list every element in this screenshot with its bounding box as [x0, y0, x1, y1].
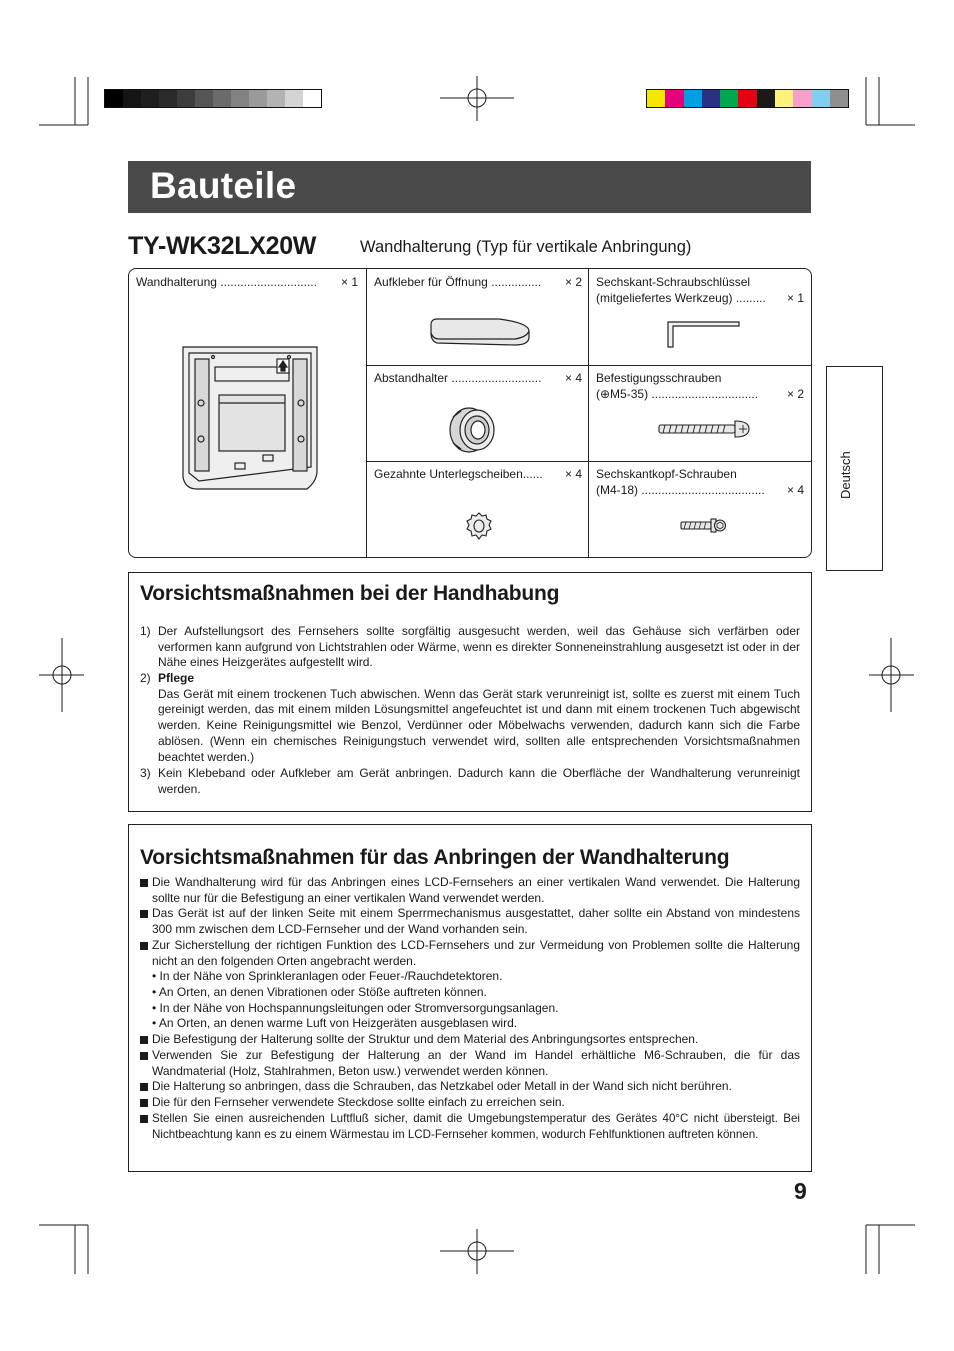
gray-swatch — [285, 90, 303, 107]
model-subtitle: Wandhalterung (Typ für vertikale Anbringung) — [360, 238, 692, 256]
item-title: Pflege — [158, 671, 195, 685]
gray-swatch — [123, 90, 141, 107]
color-swatch — [830, 90, 848, 107]
leader-dots: ............... — [487, 275, 542, 289]
gray-swatch — [231, 90, 249, 107]
gray-swatch — [267, 90, 285, 107]
mounting-heading: Vorsichtsmaßnahmen für das Anbringen der Wandhalterung — [140, 846, 730, 869]
item-text: Der Aufstellungsort des Fernsehers sollte sorgfältig ausgesucht werden, weil das Gehäuse sich verfärben oder verformen kann aufgrund von Lichtstrahlen oder Wärme, wenn es direkter Sonneneinstrahlung ausgesetzt ist oder in der Nähe eines Heizgerätes aufgestellt wird. — [158, 624, 800, 670]
mounting-precautions-box — [128, 824, 812, 1172]
part-name: Aufkleber für Öffnung — [374, 275, 488, 289]
handling-item-2 — [140, 671, 800, 765]
part-fixing-screws — [596, 370, 804, 402]
part-hex-bolts — [596, 466, 804, 498]
part-washers — [374, 466, 582, 482]
bullet-square-icon — [140, 942, 148, 950]
bullet-square-icon — [140, 1099, 148, 1107]
page-number: 9 — [794, 1178, 807, 1204]
mounting-item-4: Die Befestigung der Halterung sollte der Struktur und dem Material des Anbringungsortes entsprechen. — [152, 1032, 699, 1046]
part-name: Gezahnte Unterlegscheiben — [374, 467, 523, 481]
bullet-square-icon — [140, 1115, 148, 1123]
color-swatch — [775, 90, 793, 107]
part-sticker — [374, 274, 582, 290]
gray-swatch — [105, 90, 123, 107]
title-bar — [128, 161, 811, 213]
bullet-square-icon — [140, 879, 148, 887]
leader-dots: ...... — [522, 467, 543, 481]
grayscale-calibration-bar — [104, 89, 322, 108]
part-wall-mount — [136, 274, 360, 290]
item-number: 1) — [140, 624, 151, 638]
gray-swatch — [141, 90, 159, 107]
item-number: 2) — [140, 671, 151, 685]
item-text: Kein Klebeband oder Aufkleber am Gerät anbringen. Dadurch kann die Oberfläche der Wandhalterung verunreinigt werden. — [158, 766, 800, 796]
toothed-washer-icon — [465, 511, 493, 541]
mounting-item-8: Stellen Sie einen ausreichenden Luftfluß sicher, damit die Umgebungstemperatur des Gerätes 40°C nicht übersteigt. Bei Nichtbeachtung kann es zu einem Wärmestau im LCD-Fernseher kommen, wodurch Fehlfunktionen auftreten können. — [152, 1112, 800, 1141]
gray-swatch — [159, 90, 177, 107]
part-hex-wrench — [596, 274, 804, 306]
language-label: Deutsch — [838, 451, 853, 499]
bullet-square-icon — [140, 1036, 148, 1044]
leader-dots: ........................... — [448, 371, 542, 385]
part-name: Sechskantkopf-Schrauben — [596, 467, 737, 481]
wall-mount-bracket-icon — [181, 343, 321, 491]
part-name: Abstandhalter — [374, 371, 449, 385]
item-number: 3) — [140, 766, 151, 780]
language-tab — [826, 366, 883, 571]
leader-dots: ............................. — [216, 275, 317, 289]
long-screw-icon — [657, 417, 751, 441]
mounting-item-7: Die für den Fernseher verwendete Steckdose sollte einfach zu erreichen sein. — [152, 1095, 565, 1109]
mounting-item-5: Verwenden Sie zur Befestigung der Halterung an der Wand im Handel erhältliche M6-Schrauben, die für das Wandmaterial (Holz, Stahlrahmen, Beton usw.) verwendet werden können. — [152, 1048, 800, 1078]
mounting-item-3: Zur Sicherstellung der richtigen Funktion des LCD-Fernsehers und zur Vermeidung von Problemen sollte die Halterung nicht an den folgenden Orten angebracht werden. — [152, 938, 800, 968]
part-name-2: (⊕M5-35) ................................ — [596, 387, 759, 401]
part-spacer — [374, 370, 582, 386]
color-swatch — [665, 90, 683, 107]
hex-bolt-icon — [679, 516, 727, 536]
color-swatch — [738, 90, 756, 107]
bullet-square-icon — [140, 1083, 148, 1091]
opening-sticker-icon — [429, 315, 531, 349]
handling-precautions-box — [128, 572, 812, 812]
mounting-item-2: Das Gerät ist auf der linken Seite mit einem Sperrmechanismus ausgestattet, daher sollte ein Abstand von mindestens 300 mm zwischen dem LCD-Fernseher und der Wand vorhanden sein. — [152, 906, 800, 936]
part-name: Befestigungsschrauben — [596, 371, 722, 385]
color-swatch — [812, 90, 830, 107]
part-qty: × 4 — [786, 483, 804, 497]
page-title: Bauteile — [150, 165, 297, 206]
sub-item-3: • In der Nähe von Hochspannungsleitungen oder Stromversorgungsanlagen. — [152, 1001, 559, 1015]
hex-key-icon — [665, 319, 743, 349]
sub-item-2: • An Orten, an denen Vibrationen oder Stöße auftreten können. — [152, 985, 487, 999]
gray-swatch — [249, 90, 267, 107]
sub-item-4: • An Orten, an denen warme Luft von Heizgeräten ausgeblasen wird. — [152, 1016, 518, 1030]
sub-item-1: • In der Nähe von Sprinkleranlagen oder Feuer-/Rauchdetektoren. — [152, 969, 503, 983]
color-swatch — [702, 90, 720, 107]
gray-swatch — [177, 90, 195, 107]
part-qty: × 2 — [564, 275, 582, 289]
color-swatch — [757, 90, 775, 107]
bullet-square-icon — [140, 910, 148, 918]
gray-swatch — [195, 90, 213, 107]
part-name-2: (mitgeliefertes Werkzeug) ......... — [596, 291, 766, 305]
handling-heading: Vorsichtsmaßnahmen bei der Handhabung — [140, 582, 560, 605]
parts-table — [128, 268, 812, 558]
mounting-item-6: Die Halterung so anbringen, dass die Schrauben, das Netzkabel oder Metall in der Wand sich nicht berühren. — [152, 1079, 732, 1093]
part-qty: × 2 — [786, 387, 804, 401]
color-swatch — [647, 90, 665, 107]
gray-swatch — [213, 90, 231, 107]
item-text: Das Gerät mit einem trockenen Tuch abwischen. Wenn das Gerät stark verunreinigt ist, sollte es zuerst mit einem Tuch gereinigt werden, das mit einem milden Lösungsmittel angefeuchtet ist und dann mit einem trockenen Tuch abgewischt werden. Keine Reinigungsmittel wie Benzol, Verdünner oder Möbelwachs verwenden, dadurch kann sich die Farbe ablösen. (Wenn ein chemisches Reinigungstuch verwendet wird, sollten alle entsprechenden Vorsichtsmaßnahmen beachtet werden.) — [158, 686, 800, 764]
model-number: TY-WK32LX20W — [128, 232, 317, 260]
color-swatch — [793, 90, 811, 107]
gray-swatch — [303, 90, 321, 107]
color-calibration-bar — [646, 89, 849, 108]
part-qty: × 1 — [786, 291, 804, 305]
color-swatch — [684, 90, 702, 107]
part-name-2: (M4-18) ..................................... — [596, 483, 765, 497]
part-qty: × 4 — [564, 371, 582, 385]
spacer-ring-icon — [447, 405, 497, 455]
handling-item-3 — [140, 766, 800, 797]
part-qty: × 1 — [340, 275, 358, 289]
part-name: Wandhalterung — [136, 275, 217, 289]
color-swatch — [720, 90, 738, 107]
bullet-square-icon — [140, 1052, 148, 1060]
part-qty: × 4 — [564, 467, 582, 481]
part-name: Sechskant-Schraubschlüssel — [596, 275, 751, 289]
handling-item-1 — [140, 624, 800, 671]
mounting-item-1: Die Wandhalterung wird für das Anbringen eines LCD-Fernsehers an einer vertikalen Wand verwendet. Die Halterung sollte nur für die Befestigung an einer vertikalen Wand verwendet werden. — [152, 875, 800, 905]
